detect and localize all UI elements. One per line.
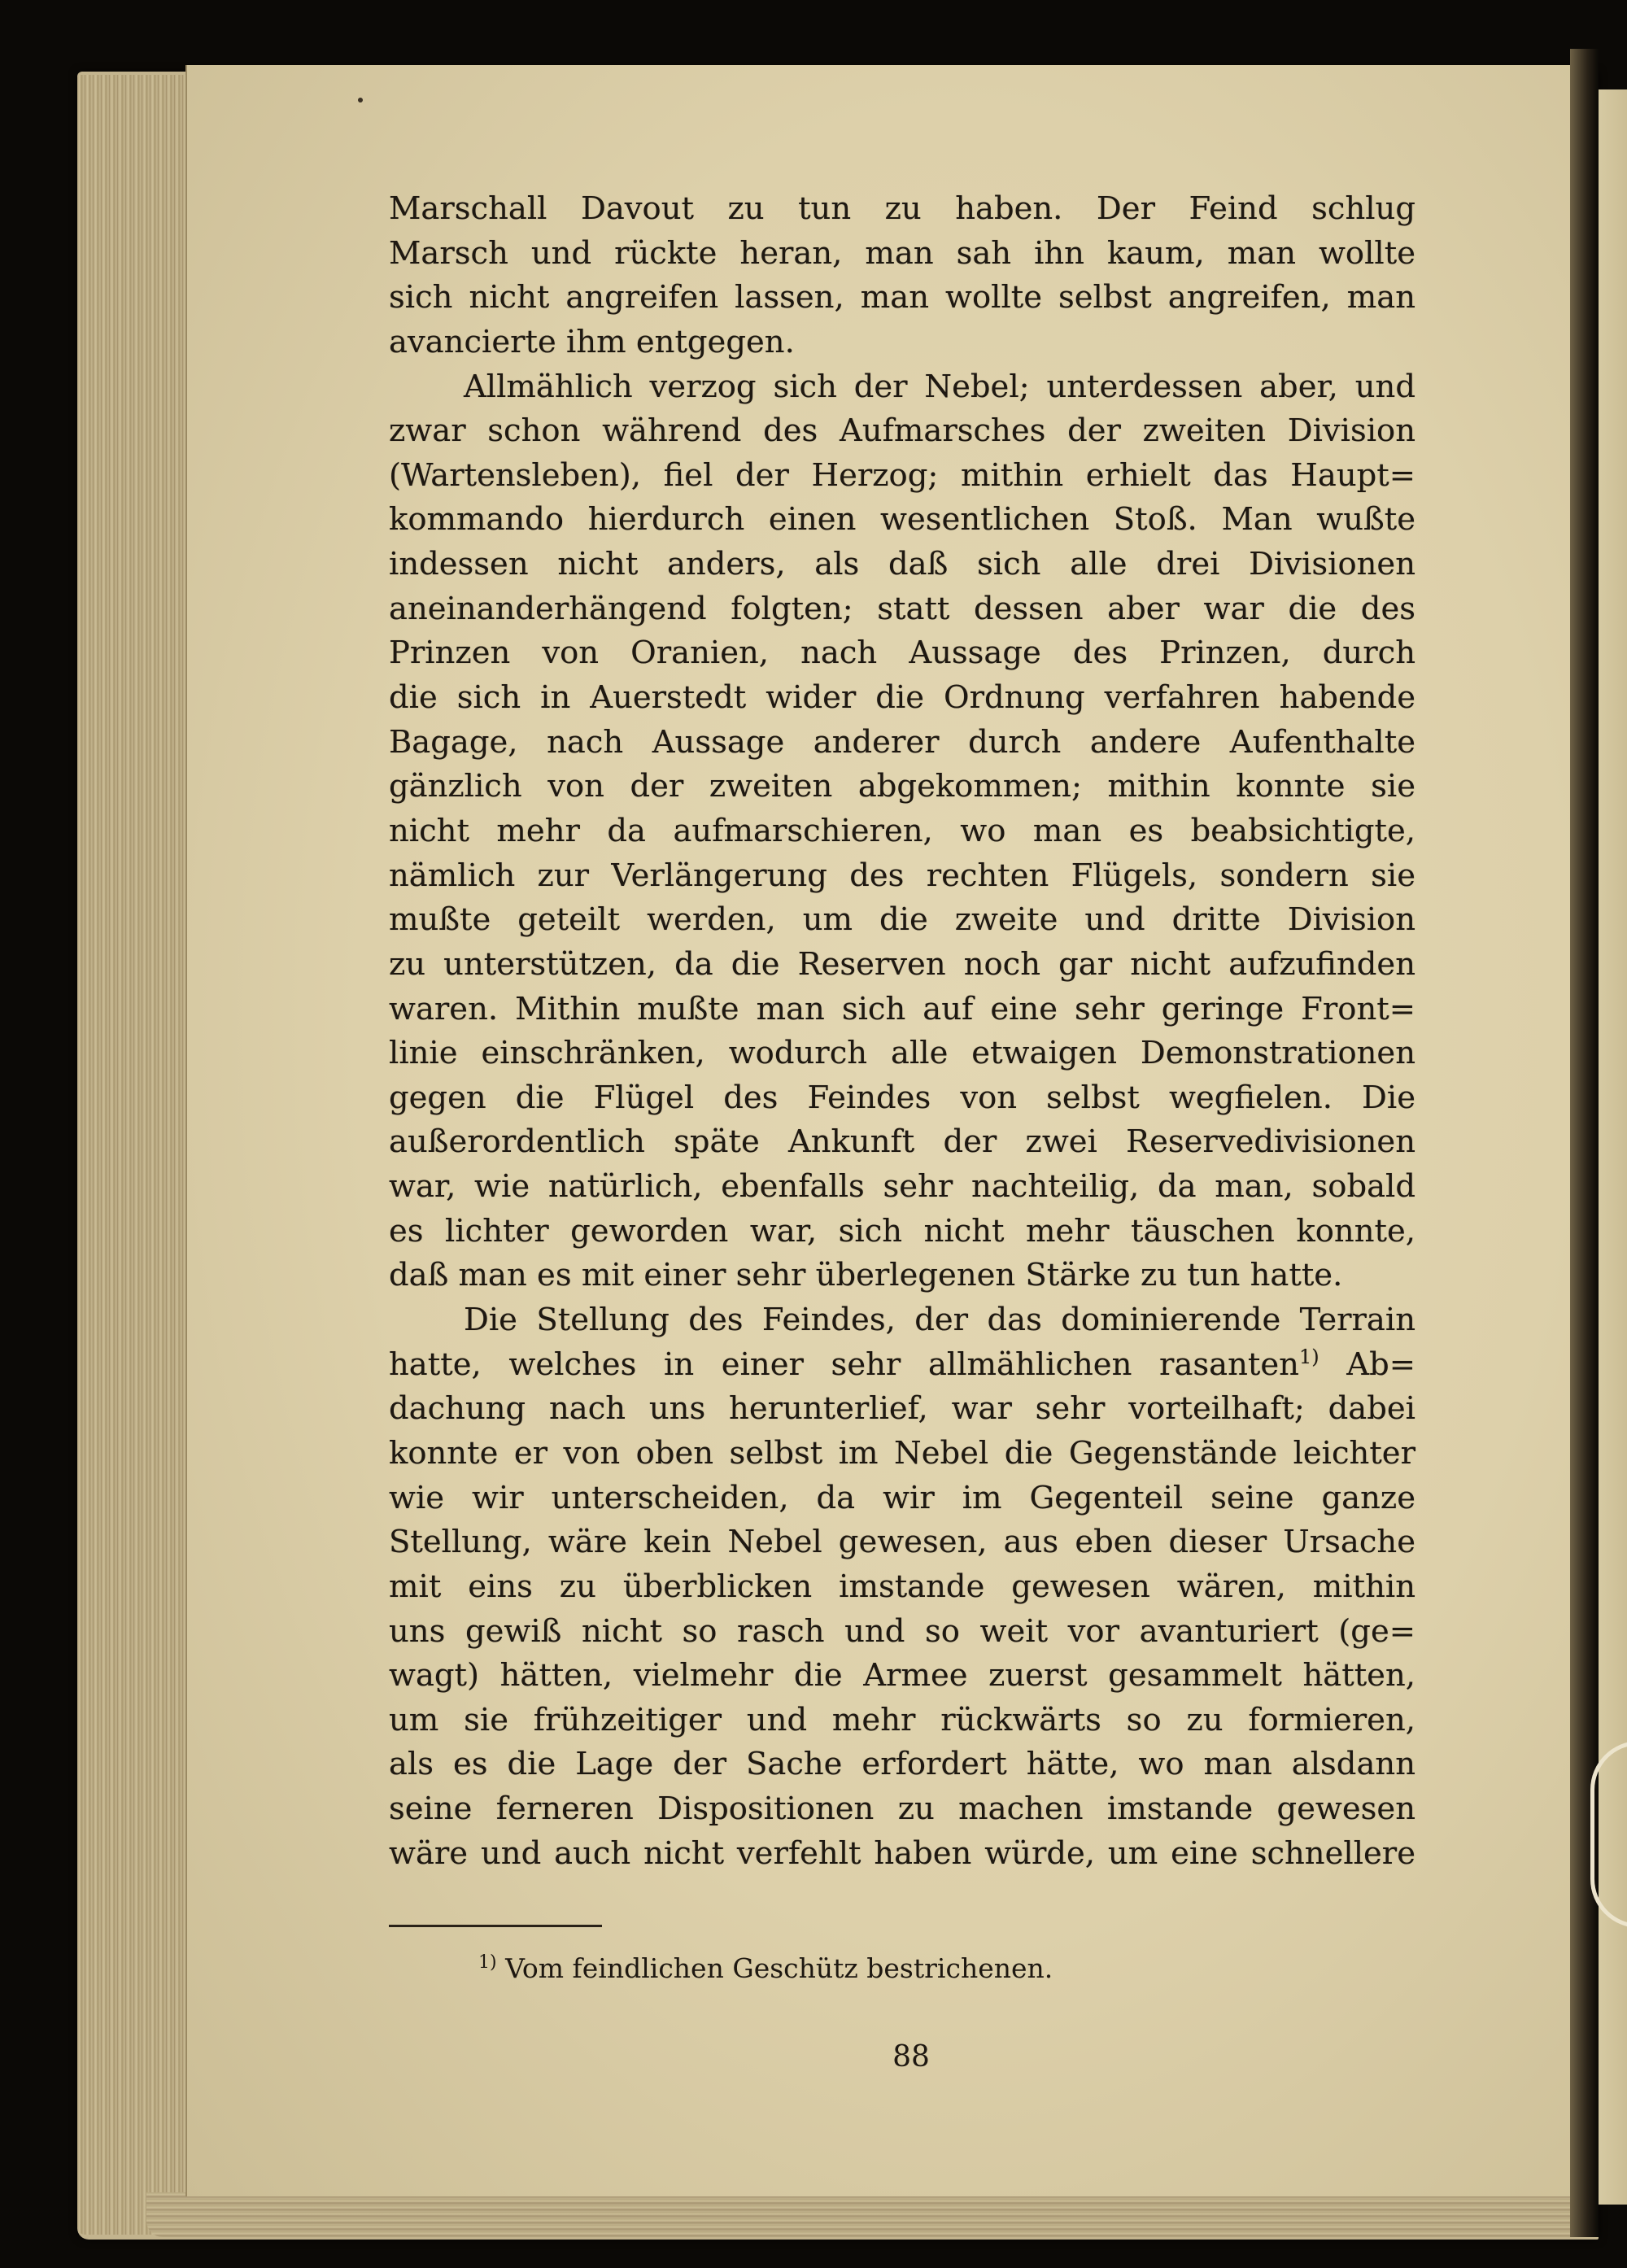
text-line: wäre und auch nicht verfehlt haben würde, um eine schnellere (389, 1834, 1415, 1872)
text-line: sich nicht angreifen lassen, man wollte selbst angreifen, man (389, 279, 1415, 316)
text-line: aneinanderhängend folgten; statt dessen aber war die des (389, 590, 1415, 627)
text-line: um sie frühzeitiger und mehr rückwärts so zu formieren, (389, 1701, 1415, 1738)
text-line: seine ferneren Dispositionen zu machen imstande gewesen (389, 1790, 1415, 1828)
text-line: Marsch und rückte heran, man sah ihn kaum, man wollte (389, 234, 1415, 272)
footnote-rule (389, 1925, 602, 1927)
page-number: 88 (892, 2040, 930, 2074)
text-line: dachung nach uns herunterlief, war sehr vorteilhaft; dabei (389, 1390, 1415, 1428)
book-gutter (1570, 49, 1599, 2237)
text-line: die sich in Auerstedt wider die Ordnung verfahren habende (389, 679, 1415, 717)
text-line: gegen die Flügel des Feindes von selbst wegfielen. Die (389, 1079, 1415, 1116)
text-line: als es die Lage der Sache erfordert hätte, wo man alsdann (389, 1746, 1415, 1783)
text-line: waren. Mithin mußte man sich auf eine sehr geringe Front= (389, 990, 1415, 1027)
text-line: mußte geteilt werden, um die zweite und dritte Division (389, 901, 1415, 939)
text-line: daß man es mit einer sehr überlegenen Stärke zu tun hatte. (389, 1257, 1343, 1294)
text-line: zu unterstützen, da die Reserven noch gar nicht aufzufinden (389, 945, 1415, 983)
text-line: Marschall Davout zu tun zu haben. Der Feind schlug (389, 190, 1415, 227)
text-line: zwar schon während des Aufmarsches der zweiten Division (389, 412, 1415, 450)
text-line: uns gewiß nicht so rasch und so weit vor avanturiert (ge= (389, 1612, 1415, 1650)
text-line: indessen nicht anders, als daß sich alle drei Divisionen (389, 546, 1415, 583)
text-line: konnte er von oben selbst im Nebel die Gegenstände leichter (389, 1434, 1415, 1472)
text-line: wie wir unterscheiden, da wir im Gegenteil seine ganze (389, 1479, 1415, 1516)
text-line-with-footnote (389, 1343, 1415, 1388)
footnote-marker: 1) (478, 1952, 497, 1973)
text-line: wagt) hätten, vielmehr die Armee zuerst gesammelt hätten, (389, 1657, 1415, 1694)
text-line: kommando hierdurch einen wesentlichen Stoß. Man wußte (389, 501, 1415, 539)
footnote-text: Vom feindlichen Geschütz bestrichenen. (496, 1952, 1053, 1984)
text-line: Die Stellung des Feindes, der das dominierende Terrain (464, 1302, 1415, 1339)
text-fragment: Ab= (1319, 1346, 1415, 1383)
footnote (478, 1951, 1053, 1987)
text-line: gänzlich von der zweiten abgekommen; mithin konnte sie (389, 768, 1415, 805)
page-edges-left (77, 75, 199, 2235)
text-line: Bagage, nach Aussage anderer durch andere Aufenthalte (389, 723, 1415, 761)
body-text (389, 187, 1415, 1876)
text-line: außerordentlich späte Ankunft der zwei Reservedivisionen (389, 1123, 1415, 1161)
paper-speck (358, 98, 363, 102)
text-line: (Wartensleben), fiel der Herzog; mithin erhielt das Haupt= (389, 456, 1415, 494)
text-line: nämlich zur Verlängerung des rechten Flügels, sondern sie (389, 857, 1415, 894)
text-line: avancierte ihm entgegen. (389, 323, 795, 360)
text-line: linie einschränken, wodurch alle etwaigen Demonstrationen (389, 1035, 1415, 1072)
footnote-reference: 1) (1298, 1345, 1319, 1368)
text-line: es lichter geworden war, sich nicht mehr täuschen konnte, (389, 1212, 1415, 1250)
text-line: Prinzen von Oranien, nach Aussage des Prinzen, durch (389, 635, 1415, 672)
page-edges-bottom (146, 2192, 1594, 2237)
text-line: Allmählich verzog sich der Nebel; unterdessen aber, und (464, 368, 1415, 405)
binding-thread (1590, 1741, 1627, 1928)
text-fragment: hatte, welches in einer sehr allmählichen rasanten (389, 1346, 1299, 1383)
text-line: mit eins zu überblicken imstande gewesen wären, mithin (389, 1568, 1415, 1605)
text-line: Stellung, wäre kein Nebel gewesen, aus eben dieser Ursache (389, 1524, 1415, 1561)
text-line: war, wie natürlich, ebenfalls sehr nachteilig, da man, sobald (389, 1168, 1415, 1206)
text-line: nicht mehr da aufmarschieren, wo man es beabsichtigte, (389, 812, 1415, 849)
